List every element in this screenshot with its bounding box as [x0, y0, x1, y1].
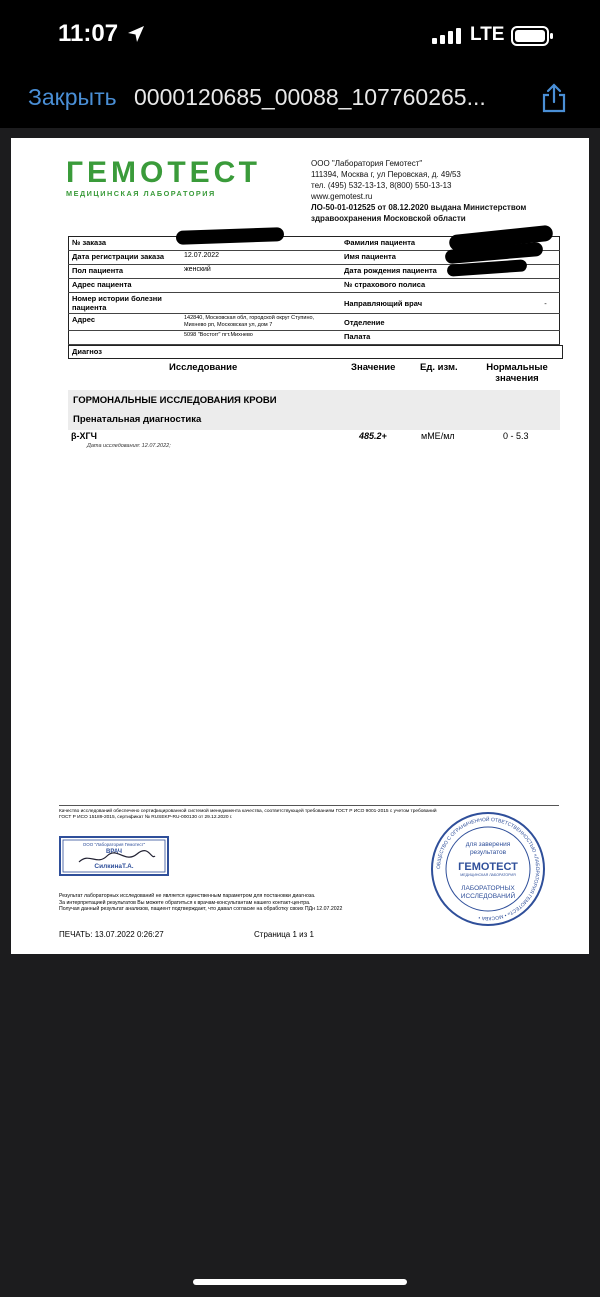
result-norm: 0 - 5.3: [503, 431, 529, 441]
clock: 11:07: [58, 20, 119, 47]
order-number-label: № заказа: [69, 237, 182, 251]
page-number: Страница 1 из 1: [254, 930, 314, 939]
network-type: LTE: [470, 24, 505, 45]
history-value: [181, 293, 341, 314]
patient-address-value: [181, 279, 341, 293]
results-section: [68, 390, 560, 430]
battery-icon: [511, 26, 555, 46]
policy-label: № страхового полиса: [341, 279, 541, 293]
value-column-header: Значение: [351, 362, 396, 373]
patient-address-label: Адрес пациента: [69, 279, 182, 293]
disclaimer-line: Результат лабораторных исследований не является единственным параметром для постановки диагноза.: [59, 893, 316, 899]
close-button[interactable]: Закрыть: [28, 84, 117, 110]
result-unit: мМЕ/мл: [421, 431, 455, 441]
history-label: Номер истории болезни пациента: [69, 293, 182, 314]
doctor-value: -: [541, 293, 559, 314]
logo-text: ГЕМОТЕСТ: [66, 156, 261, 189]
seal-bottom: ЛАБОРАТОРНЫХ: [461, 885, 515, 892]
seal-top: для заверения: [465, 841, 511, 848]
table-row: [69, 279, 560, 293]
address-line: 142840, Московская обл, городской округ Ступино,: [184, 315, 315, 321]
dob-label: Дата рождения пациента: [341, 265, 541, 279]
disclaimer-line: Получая данный результат анализов, пациент подтверждает, что давал согласие на обработку своих ПДн 12.07.2022: [59, 906, 343, 912]
result-name: β-ХГЧ: [71, 431, 97, 441]
lab-license-2: здравоохранения Московской области: [311, 214, 466, 223]
sex-label: Пол пациента: [69, 265, 182, 279]
doctor-stamp: [59, 836, 169, 876]
address-cont-label: [69, 331, 182, 345]
seal-top-2: результатов: [469, 849, 507, 856]
lab-phone: тел. (495) 532-13-13, 8(800) 550-13-13: [311, 181, 452, 190]
disclaimer: [59, 893, 419, 913]
subsection-title: Пренатальная диагностика: [73, 414, 202, 425]
lab-name: ООО "Лаборатория Гемотест": [311, 159, 423, 168]
doctor-stamp-title: ВРАЧ: [106, 849, 122, 855]
table-row: [69, 293, 560, 314]
dept-label: Отделение: [341, 314, 541, 331]
branch-value: 5098 "Востоrг" пгт.Михнево: [181, 331, 341, 345]
norm-column-header: Нормальные значения: [486, 362, 548, 384]
address-label: Адрес: [69, 314, 182, 331]
unit-column-header: Ед. изм.: [420, 362, 458, 373]
document-title: 0000120685_00088_107760265...: [134, 84, 486, 110]
address-line: Михнево рп, Московская ул, дом 7: [184, 322, 273, 328]
lab-seal: [429, 810, 547, 928]
table-row: [69, 314, 560, 331]
lab-site: www.gemotest.ru: [311, 192, 373, 201]
section-title: ГОРМОНАЛЬНЫЕ ИССЛЕДОВАНИЯ КРОВИ: [73, 395, 277, 406]
seal-ring-text: ОБЩЕСТВО С ОГРАНИЧЕННОЙ ОТВЕТСТВЕННОСТЬЮ «ЛАБОРАТОРИЯ ГЕМОТЕСТ» • МОСКВА •: [435, 816, 541, 922]
name-value: [541, 251, 559, 265]
status-bar: [0, 0, 600, 72]
ward-label: Палата: [341, 331, 541, 345]
reg-date-label: Дата регистрации заказа: [69, 251, 182, 265]
doctor-stamp-name: СилкинаТ.А.: [94, 863, 134, 870]
result-value: 485.2+: [359, 431, 387, 441]
document-toolbar: [0, 72, 600, 128]
seal-brand-sub: МЕДИЦИНСКАЯ ЛАБОРАТОРИЯ: [460, 873, 516, 877]
print-timestamp: ПЕЧАТЬ: 13.07.2022 0:26:27: [59, 930, 164, 939]
document-page: [11, 138, 589, 954]
table-row: [69, 331, 560, 345]
gemotest-logo: [66, 158, 261, 198]
ward-value: [541, 331, 559, 345]
policy-value: [541, 279, 559, 293]
sex-value: женский: [181, 265, 341, 279]
name-label: Имя пациента: [341, 251, 541, 265]
study-column-header: Исследование: [169, 362, 238, 373]
diagnosis-row: Диагноз: [68, 345, 563, 359]
surname-label: Фамилия пациента: [341, 237, 541, 251]
lab-address: 111394, Москва г, ул Перовская, д. 49/53: [311, 170, 461, 179]
seal-brand: ГЕМОТЕСТ: [458, 861, 518, 873]
seal-bottom-2: ИССЛЕДОВАНИЙ: [460, 893, 516, 900]
disclaimer-line: За интерпретацией результатов Вы можете обратиться к врачам-консультантам нашего контакт-центра.: [59, 899, 311, 906]
result-date: Дата исследования: 12.07.2022;: [87, 443, 171, 449]
reg-date-value: 12.07.2022: [181, 251, 341, 265]
address-value: [181, 314, 341, 331]
signal-icon: [432, 28, 462, 44]
lab-license: ЛО-50-01-012525 от 08.12.2020 выдана Министерством: [311, 203, 527, 212]
share-icon[interactable]: [538, 82, 570, 114]
quality-statement: Качество исследований обеспечено сертифицированной системой менеджмента качества, соответствующей требованиям ГОСТ Р ИСО 9001-2015 с учетом требований ГОСТ Р ИСО 15189-2015, сертификат № RUSEKP-RU-000130 от 29.12.2020 г.: [59, 809, 437, 820]
location-arrow-icon: [127, 25, 145, 43]
lab-info: [311, 158, 526, 224]
logo-subtitle: МЕДИЦИНСКАЯ ЛАБОРАТОРИЯ: [66, 189, 216, 198]
doctor-stamp-top: ООО "Лаборатория Гемотест": [82, 842, 146, 847]
doctor-label: Направляющий врач: [341, 293, 541, 314]
dept-value: [541, 314, 559, 331]
dob-value: [541, 265, 559, 279]
footer-divider: [59, 805, 559, 806]
home-indicator[interactable]: [193, 1279, 407, 1285]
